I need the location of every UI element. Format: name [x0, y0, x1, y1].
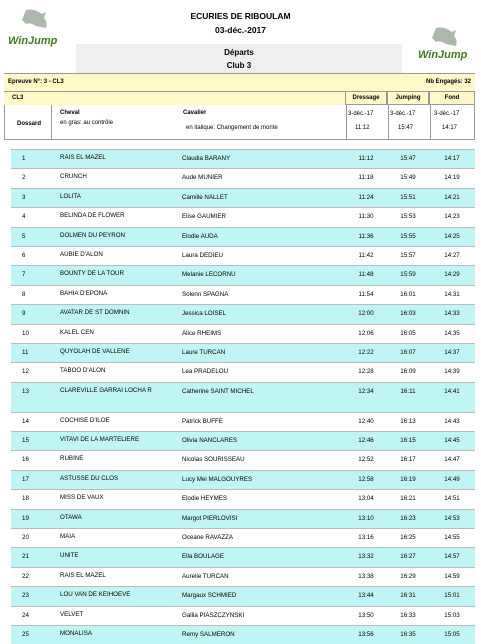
cavalier-cell: Margaux SCHMIED	[182, 592, 237, 600]
dressage-time-cell: 11:42	[358, 251, 374, 259]
cheval-cell: MONALISA	[60, 629, 92, 637]
dossard-cell: 21	[22, 553, 29, 561]
table-row	[11, 285, 475, 304]
table-row	[11, 149, 475, 168]
fond-time-cell: 14:57	[444, 553, 460, 561]
dressage-time-cell: 11:30	[358, 213, 374, 221]
cavalier-cell: Jessica LOISEL	[182, 310, 227, 318]
fond-time-cell: 15:03	[444, 611, 460, 619]
epreuve-bar	[4, 73, 475, 91]
cavalier-cell: Elise GAUMIER	[182, 213, 227, 221]
table-row	[11, 450, 475, 469]
cheval-cell: UNITE	[60, 552, 79, 560]
engages-count: Nb Engagés: 32	[425, 79, 471, 85]
cavalier-cell: Gallia PIASZCZYNSKI	[182, 611, 245, 619]
fond-time-cell: 14:29	[444, 271, 460, 279]
jumping-start-time: 15:47	[398, 125, 414, 131]
fond-time-cell: 14:45	[444, 437, 460, 445]
dressage-time-cell: 12:28	[358, 368, 374, 376]
dossard-cell: 12	[22, 368, 29, 376]
dressage-time-cell: 13:10	[358, 514, 374, 522]
fond-time-cell: 14:35	[444, 329, 460, 337]
dressage-time-cell: 12:34	[358, 387, 374, 395]
table-row	[11, 207, 475, 226]
dossard-cell: 14	[22, 417, 29, 425]
jumping-time-cell: 16:21	[400, 495, 416, 503]
fond-time-cell: 14:25	[444, 232, 460, 240]
dressage-time-cell: 11:54	[358, 290, 374, 298]
dossard-cell: 5	[22, 232, 26, 240]
cavalier-cell: Catherine SAINT MICHEL	[182, 387, 254, 395]
cheval-cell: MISS DE VAUX	[60, 494, 104, 502]
table-row	[11, 431, 475, 450]
jumping-time-cell: 16:07	[400, 348, 416, 356]
table-row	[11, 362, 475, 381]
fond-time-cell: 14:53	[444, 514, 460, 522]
cavalier-cell: Aude MUNIER	[182, 174, 223, 182]
table-row	[11, 489, 475, 508]
jumping-time-cell: 16:23	[400, 514, 416, 522]
table-row	[11, 412, 475, 431]
group-title: Club 3	[226, 61, 252, 70]
cheval-cell: LOLITA	[60, 192, 81, 200]
jumping-time-cell: 15:57	[400, 251, 416, 259]
cheval-cell: RAIS EL MAZEL	[60, 571, 106, 579]
table-row	[11, 606, 475, 625]
jumping-time-cell: 16:31	[400, 592, 416, 600]
dressage-time-cell: 13:50	[358, 611, 374, 619]
cheval-cell: VELVET	[60, 610, 84, 618]
cavalier-cell: Nicolas SOURISSEAU	[182, 456, 245, 464]
dossard-cell: 24	[22, 611, 29, 619]
fond-time-cell: 14:55	[444, 534, 460, 542]
cheval-cell: MAIA	[60, 533, 76, 541]
table-row	[11, 265, 475, 284]
cheval-cell: TABOO D'ALON	[60, 367, 106, 375]
table-row	[11, 246, 475, 265]
jumping-time-cell: 16:03	[400, 310, 416, 318]
dressage-time-cell: 12:52	[358, 456, 374, 464]
dressage-time-cell: 12:58	[358, 475, 374, 483]
dressage-time-cell: 12:22	[358, 348, 374, 356]
table-row	[11, 547, 475, 566]
table-row	[11, 188, 475, 207]
cavalier-cell: Lucy Mei MALGOUYRES	[182, 475, 253, 483]
jumping-time-cell: 15:51	[400, 193, 416, 201]
col-dossard: Dossard	[17, 121, 42, 127]
dressage-time-cell: 13:32	[358, 553, 374, 561]
table-row	[11, 324, 475, 343]
col-cheval-note: en gras: au contrôle	[60, 120, 114, 126]
jumping-time-cell: 16:05	[400, 329, 416, 337]
dressage-time-cell: 13:16	[358, 534, 374, 542]
jumping-time-cell: 16:09	[400, 368, 416, 376]
table-row	[11, 625, 475, 644]
jumping-time-cell: 16:27	[400, 553, 416, 561]
cheval-cell: BELINDA DE FLOWER	[60, 212, 125, 220]
club-name: ECURIES DE RIBOULAM	[190, 11, 291, 21]
dressage-time-cell: 11:24	[358, 193, 374, 201]
phase-jumping: Jumping	[387, 91, 429, 105]
cheval-cell: CLAREVILLE GARRAI LOCHA R	[60, 386, 152, 394]
jumping-time-cell: 15:49	[400, 174, 416, 182]
table-row	[11, 343, 475, 362]
cavalier-cell: Laura DEDIEU	[182, 251, 223, 259]
col-cavalier-note: en italique: Changement de monte	[186, 125, 278, 131]
cavalier-cell: Olivia NANCLARES	[182, 437, 238, 445]
jumping-time-cell: 16:35	[400, 630, 416, 638]
fond-time-cell: 14:37	[444, 348, 460, 356]
cheval-cell: QUYOLAH DE VALLENE	[60, 347, 130, 355]
cheval-cell: RAIS EL MAZEL	[60, 154, 106, 161]
dossard-cell: 11	[22, 348, 29, 356]
jumping-time-cell: 15:59	[400, 271, 416, 279]
cheval-cell: LOU VAN DE KEIHOEVE	[60, 591, 131, 599]
dressage-time-cell: 11:12	[358, 155, 374, 162]
svg-text:WinJump: WinJump	[8, 35, 58, 47]
cavalier-cell: Aurelie TURCAN	[182, 572, 229, 580]
table-row	[11, 567, 475, 586]
cavalier-cell: Elodie HEYMES	[182, 495, 228, 503]
fond-time-cell: 15:01	[444, 592, 460, 600]
fond-time-cell: 14:23	[444, 213, 460, 221]
dossard-cell: 6	[22, 251, 26, 259]
fond-time-cell: 14:59	[444, 572, 460, 580]
jumping-date: 3-déc.-17	[390, 111, 416, 117]
cavalier-cell: Laure TURCAN	[182, 348, 226, 356]
table-row	[11, 227, 475, 246]
dossard-cell: 7	[22, 271, 26, 279]
fond-start-time: 14:17	[442, 125, 458, 131]
dressage-time-cell: 12:06	[358, 329, 374, 337]
jumping-time-cell: 15:53	[400, 213, 416, 221]
cavalier-cell: Solenn SPAGNA	[182, 290, 229, 298]
fond-time-cell: 14:21	[444, 193, 460, 201]
fond-time-cell: 14:19	[444, 174, 460, 182]
table-row	[11, 470, 475, 489]
cavalier-cell: Elodie AUDA	[182, 232, 218, 240]
dossard-cell: 19	[22, 514, 29, 522]
dossard-cell: 13	[22, 387, 29, 395]
phase-fond: Fond	[429, 91, 475, 105]
epreuve-label: Epreuve N°: 3 - CL3	[8, 79, 64, 85]
dossard-cell: 16	[22, 456, 29, 464]
dressage-time-cell: 13:56	[358, 630, 374, 638]
jumping-time-cell: 16:15	[400, 437, 416, 445]
cavalier-cell: Alice RHEIMS	[182, 329, 222, 337]
dossard-cell: 2	[22, 174, 26, 182]
cheval-cell: AUBIE D'ALON	[60, 250, 103, 258]
jumping-time-cell: 16:11	[400, 387, 416, 395]
cavalier-cell: Camille NALLET	[182, 193, 228, 201]
cavalier-cell: Lea PRADELOU	[182, 368, 229, 376]
cavalier-cell: Oceane RAVAZZA	[182, 534, 234, 542]
cavalier-cell: Patrick BUFFE	[182, 417, 223, 425]
fond-time-cell: 14:43	[444, 417, 460, 425]
fond-time-cell: 14:39	[444, 368, 460, 376]
table-row	[11, 586, 475, 605]
dressage-date: 3-déc.-17	[348, 111, 374, 117]
table-row	[11, 304, 475, 323]
start-list	[11, 149, 475, 644]
dossard-cell: 3	[22, 193, 26, 201]
cavalier-cell: Ella BOULAGE	[182, 553, 224, 561]
category-label: CL3	[12, 95, 24, 101]
section-box	[76, 44, 402, 73]
col-cavalier: Cavalier	[183, 110, 207, 116]
cheval-cell: RUBINE	[60, 455, 84, 463]
cheval-cell: COCHISE D'ILOE	[60, 416, 110, 424]
dressage-start-time: 11:12	[355, 125, 370, 131]
jumping-time-cell: 15:55	[400, 232, 416, 240]
svg-text:WinJump: WinJump	[418, 49, 468, 61]
dossard-cell: 23	[22, 592, 29, 600]
cheval-cell: AVATAR DE ST DOMNIN	[60, 309, 130, 317]
cheval-cell: CRUNCH	[60, 173, 87, 181]
dossard-cell: 4	[22, 213, 26, 221]
dossard-cell: 8	[22, 290, 26, 298]
cheval-cell: VITAVI DE LA MARTELIERE	[60, 436, 140, 444]
event-date: 03-déc.-2017	[214, 25, 267, 35]
cavalier-cell: Margot PIERLOVISI	[182, 514, 238, 522]
dressage-time-cell: 12:40	[358, 417, 374, 425]
dossard-cell: 25	[22, 630, 29, 638]
dressage-time-cell: 13:38	[358, 572, 374, 580]
dressage-time-cell: 12:46	[358, 437, 374, 445]
fond-time-cell: 14:27	[444, 251, 460, 259]
fond-time-cell: 14:51	[444, 495, 460, 503]
cheval-cell: ASTUSSE DU CLOS	[60, 474, 119, 482]
dressage-time-cell: 11:18	[358, 174, 374, 182]
dossard-cell: 18	[22, 495, 29, 503]
section-title: Départs	[224, 48, 254, 57]
fond-date: 3-déc.-17	[434, 111, 460, 117]
dossard-cell: 20	[22, 534, 29, 542]
cheval-cell: KALEL CEN	[60, 328, 94, 336]
fond-time-cell: 14:41	[444, 387, 460, 395]
dossard-cell: 15	[22, 437, 29, 445]
jumping-time-cell: 15:47	[400, 155, 416, 162]
jumping-time-cell: 16:19	[400, 475, 416, 483]
jumping-time-cell: 16:33	[400, 611, 416, 619]
dossard-cell: 1	[22, 155, 26, 162]
table-row	[11, 382, 475, 412]
cheval-cell: OTAWA	[60, 513, 82, 521]
table-row	[11, 528, 475, 547]
dressage-time-cell: 11:48	[358, 271, 374, 279]
cavalier-cell: Claudia BARANY	[182, 155, 231, 162]
fond-time-cell: 14:33	[444, 310, 460, 318]
fond-time-cell: 14:31	[444, 290, 460, 298]
dossard-cell: 22	[22, 572, 29, 580]
dossard-cell: 9	[22, 310, 26, 318]
dressage-time-cell: 13:44	[358, 592, 374, 600]
cavalier-cell: Remy SALMERON	[182, 630, 235, 638]
dossard-cell: 10	[22, 329, 29, 337]
fond-time-cell: 14:17	[444, 155, 460, 162]
dossard-cell: 17	[22, 475, 29, 483]
cheval-cell: BAHIA D'EPONA	[60, 289, 108, 297]
dressage-time-cell: 11:36	[358, 232, 374, 240]
cheval-cell: BOUNTY DE LA TOUR	[60, 270, 124, 278]
cheval-cell: DOLMEN DU PEYRON	[60, 231, 125, 239]
fond-time-cell: 15:05	[444, 630, 460, 638]
jumping-time-cell: 16:13	[400, 417, 416, 425]
dressage-time-cell: 13:04	[358, 495, 374, 503]
fond-time-cell: 14:49	[444, 475, 460, 483]
dressage-time-cell: 12:00	[358, 310, 374, 318]
table-row	[11, 168, 475, 187]
jumping-time-cell: 16:25	[400, 534, 416, 542]
jumping-time-cell: 16:29	[400, 572, 416, 580]
jumping-time-cell: 16:17	[400, 456, 416, 464]
fond-time-cell: 14:47	[444, 456, 460, 464]
cavalier-cell: Melanie LECORNU	[182, 271, 236, 279]
phase-dressage: Dressage	[345, 91, 387, 105]
jumping-time-cell: 16:01	[400, 290, 416, 298]
col-cheval: Cheval	[60, 110, 80, 116]
table-row	[11, 509, 475, 528]
